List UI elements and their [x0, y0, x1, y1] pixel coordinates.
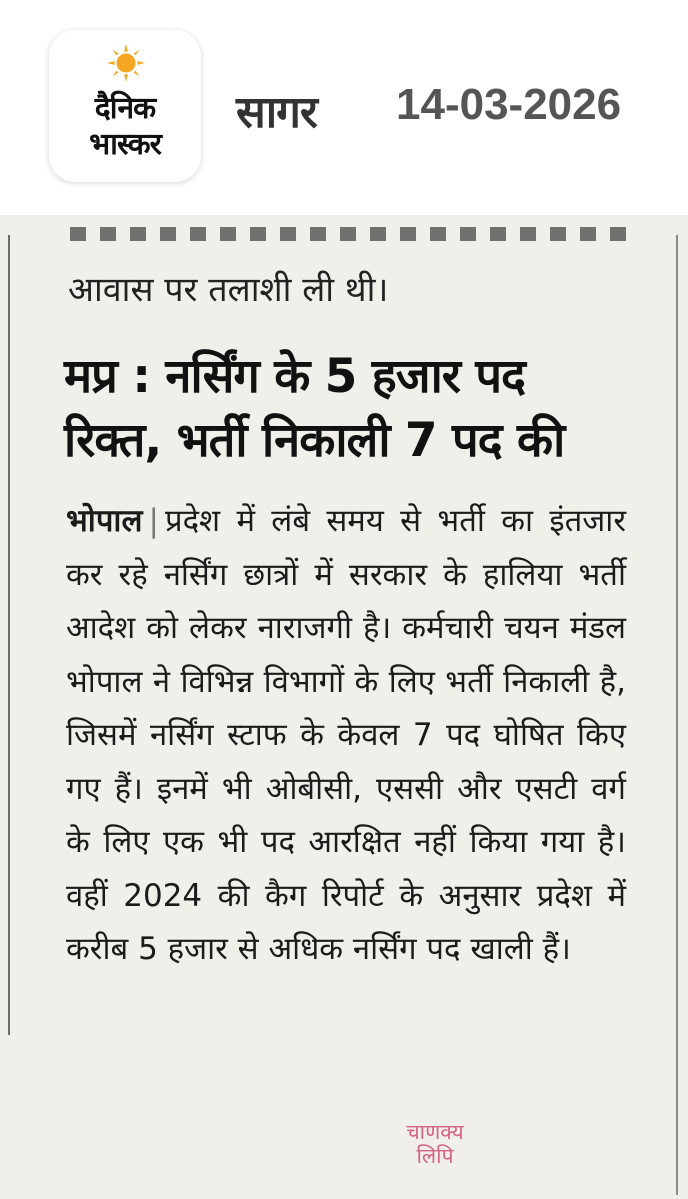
article-headline: [64, 345, 664, 473]
article-body: [66, 495, 626, 977]
article-dateline: भोपाल: [66, 503, 143, 539]
logo-text-dainik: दैनिक: [94, 91, 156, 126]
watermark-line-2: लिपि: [416, 1144, 454, 1168]
cropped-text-line: [70, 227, 630, 241]
watermark-line-1: चाणक्य: [406, 1120, 464, 1144]
edition-date: 14-03-2026: [396, 80, 622, 129]
handwritten-watermark: [380, 1120, 490, 1168]
headline-line-1: मप्र : नर्सिंग के 5 हजार पद: [64, 349, 525, 404]
sun-icon: [107, 44, 145, 82]
logo-text-bhaskar: भास्कर: [89, 127, 161, 162]
newspaper-clipping: [0, 215, 688, 1199]
dainik-bhaskar-logo: [49, 30, 201, 182]
dateline-separator: |: [148, 503, 159, 539]
edition-city: सागर: [236, 87, 317, 138]
article-body-text: प्रदेश में लंबे समय से भर्ती का इंतजार कर रहे नर्सिंग छात्रों में सरकार के हालिया भर्ती आदेश को लेकर नाराजगी है। कर्मचारी चयन मंडल भोपाल ने विभिन्न विभागों के लिए भर्ती निकाली है, जिसमें नर्सिंग स्टाफ के केवल 7 पद घोषित किए गए हैं। इनमें भी ओबीसी, एससी और एसटी वर्ग के लिए एक भी पद आरक्षित नहीं किया गया है। वहीं 2024 की कैग रिपोर्ट के अनुसार प्रदेश में करीब 5 हजार से अधिक नर्सिंग पद खाली हैं।: [66, 503, 626, 967]
headline-line-2: रिक्त, भर्ती निकाली 7 पद की: [64, 413, 565, 468]
column-rule-right: [676, 235, 678, 1195]
column-rule-left: [8, 235, 10, 1035]
newspaper-header: [0, 0, 688, 215]
previous-story-tail: आवास पर तलाशी ली थी।: [68, 270, 389, 310]
